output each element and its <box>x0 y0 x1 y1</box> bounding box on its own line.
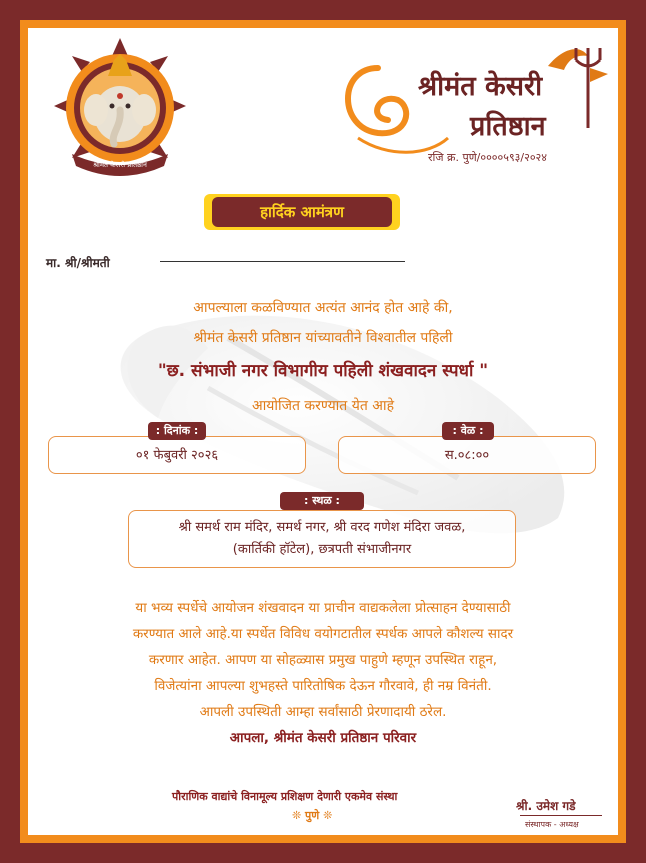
invitation-card <box>28 28 618 835</box>
greeting-text: हार्दिक आमंत्रण <box>212 197 392 227</box>
brand-flourish-icon <box>318 38 618 168</box>
signature-line <box>520 815 602 816</box>
brand-masthead <box>318 38 618 168</box>
greeting-banner <box>204 194 400 230</box>
sign-off: आपला, श्रीमंत केसरी प्रतिष्ठान परिवार <box>229 730 417 746</box>
time-label: : वेळ : <box>442 422 494 440</box>
addressee-label: मा. श्री/श्रीमती <box>46 256 110 270</box>
logo-text: श्रीमंत केसरी प्रतिष्ठान <box>93 161 147 169</box>
addressee-blank-line <box>160 261 405 262</box>
time-box <box>338 436 596 474</box>
time-value: स.०८:०० <box>444 448 490 463</box>
brand-name-line1: श्रीमंत केसरी <box>418 71 543 102</box>
body-line-2: करण्यात आले आहे.या स्पर्धेत विविध वयोगटातील स्पर्धक आपले कौशल्य सादर <box>132 626 514 642</box>
body-line-4: विजेत्यांना आपल्या शुभहस्ते पारितोषिक देऊन गौरवावे, ही नम्र विनंती. <box>154 678 492 694</box>
body-line-5: आपली उपस्थिती आम्हा सर्वांसाठी प्रेरणादायी ठरेल. <box>199 704 447 720</box>
footer-city: ❊ पुणे ❊ <box>292 809 333 822</box>
signatory-title: संस्थापक - अध्यक्ष <box>525 820 579 829</box>
registration-number: रजि क्र. पुणे/००००५९३/२०२४ <box>428 151 547 164</box>
intro-line-2: श्रीमंत केसरी प्रतिष्ठान यांच्यावतीने विश्वातील पहिली <box>193 330 453 346</box>
body-line-1: या भव्य स्पर्धेचे आयोजन शंखवादन या प्राचीन वाद्यकलेला प्रोत्साहन देण्यासाठी <box>135 600 511 616</box>
intro-line-1: आपल्याला कळविण्यात अत्यंत आनंद होत आहे की, <box>193 300 453 316</box>
date-box <box>48 436 306 474</box>
venue-box <box>128 510 516 568</box>
venue-line-2: (कार्तिकी हॉटेल), छत्रपती संभाजीनगर <box>232 542 412 557</box>
venue-line-1: श्री समर्थ राम मंदिर, समर्थ नगर, श्री वरद गणेश मंदिरा जवळ, <box>178 520 466 535</box>
brand-name-line2: प्रतिष्ठान <box>470 111 546 142</box>
body-line-3: करणार आहेत. आपण या सोहळ्यास प्रमुख पाहुणे म्हणून उपस्थित राहून, <box>148 652 498 668</box>
signatory-name: श्री. उमेश गडे <box>516 799 576 813</box>
venue-label: : स्थळ : <box>280 492 364 510</box>
ganesha-logo <box>50 36 190 186</box>
intro-line-3: आयोजित करण्यात येत आहे <box>251 398 395 414</box>
event-title: "छ. संभाजी नगर विभागीय पहिली शंखवादन स्पर्धा " <box>157 361 489 381</box>
footer-tagline: पौराणिक वाद्यांचे विनामूल्य प्रशिक्षण देणारी एकमेव संस्था <box>172 790 398 803</box>
date-label: : दिनांक : <box>148 422 206 440</box>
date-value: ०१ फेबुवरी २०२६ <box>135 448 219 463</box>
